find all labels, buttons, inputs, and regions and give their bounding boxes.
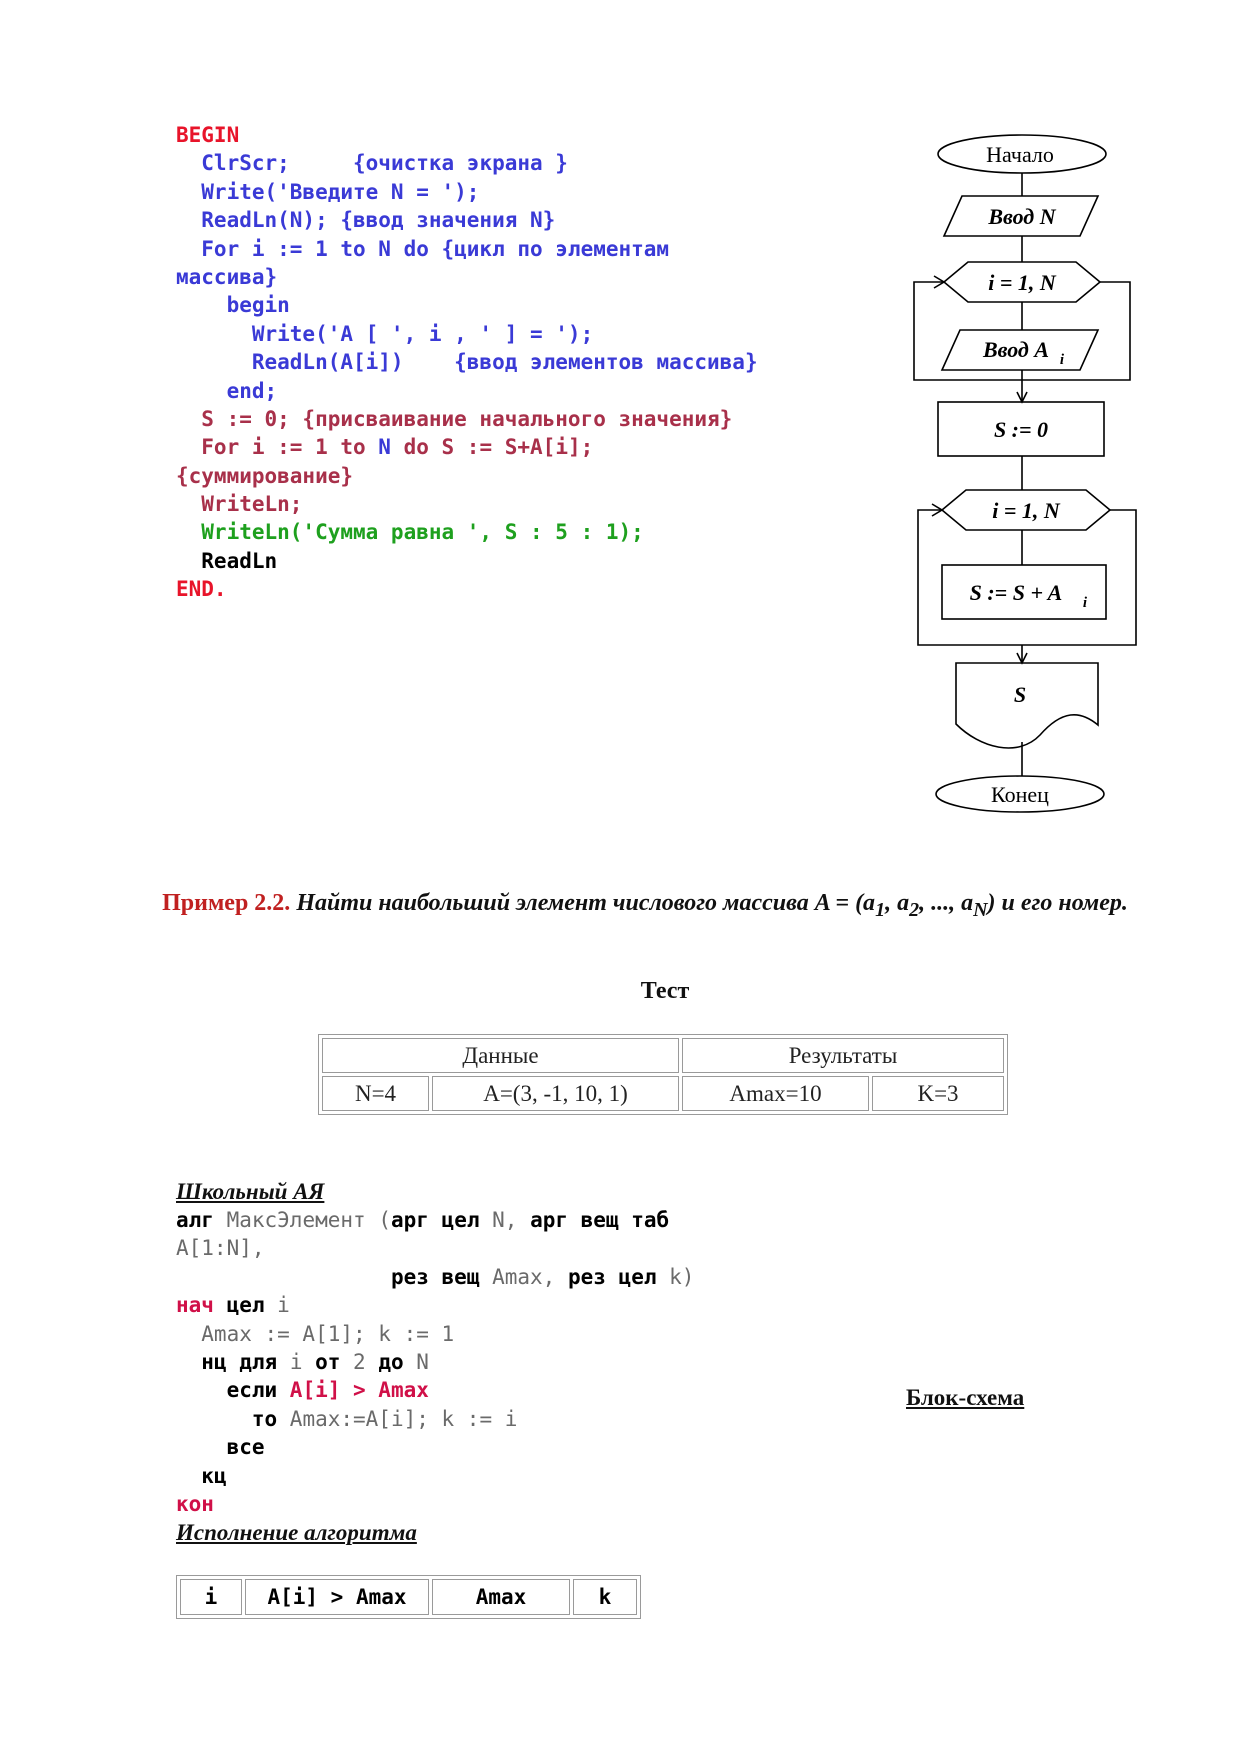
end-label: Конец (991, 782, 1049, 807)
assign-label: S := 0 (993, 417, 1049, 442)
start-label: Начало (986, 142, 1054, 167)
school-title: Школьный АЯ (176, 1179, 325, 1204)
header-amax: Amax (432, 1579, 570, 1615)
code-line: кон (176, 1491, 214, 1516)
test-table (318, 1034, 1008, 1115)
sum-sub: i (1082, 595, 1088, 611)
header-i: i (180, 1579, 242, 1615)
example-label: Пример 2.2. (162, 890, 291, 916)
header-data: Данные (322, 1038, 679, 1073)
cell-a: A=(3, -1, 10, 1) (432, 1076, 679, 1111)
code-line: рез вещ Amax, рез цел k) (390, 1264, 695, 1289)
code-line: END. (176, 577, 227, 602)
loop1-label: i = 1, N (988, 270, 1056, 295)
cell-k: K=3 (872, 1076, 1004, 1111)
loop2-label: i = 1, N (992, 498, 1060, 523)
code-line: ReadLn(N); {ввод значения N} (176, 208, 556, 233)
code-line: S := 0; {присваивание начального значения} (176, 406, 733, 431)
header-cond: A[i] > Amax (245, 1579, 429, 1615)
code-line: {суммирование} (176, 463, 354, 488)
header-results: Результаты (682, 1038, 1004, 1073)
school-code (176, 1206, 694, 1518)
code-line: end; (176, 378, 278, 403)
cell-n: N=4 (322, 1076, 429, 1111)
code-line: массива} (176, 264, 278, 289)
code-line: если A[i] > Amax (226, 1378, 429, 1403)
flowchart (890, 130, 1150, 820)
cell-amax: Amax=10 (682, 1076, 869, 1111)
code-line: A[1:N], (176, 1236, 265, 1261)
pascal-code (176, 121, 758, 604)
code-line: ReadLn (176, 548, 278, 573)
test-title: Тест (640, 978, 690, 1004)
code-line: Write('A [ ', i , ' ] = '); (176, 321, 594, 346)
code-line: нц для i от 2 до N (201, 1349, 429, 1374)
code-line: For i := 1 to N do {цикл по элементам (176, 236, 670, 261)
exec-table (176, 1575, 641, 1619)
table-row (180, 1579, 637, 1615)
exec-title: Исполнение алгоритма (176, 1520, 417, 1545)
code-line: Amax := A[1]; k := 1 (176, 1321, 455, 1346)
code-line: то Amax:=A[i]; k := i (251, 1406, 518, 1431)
blockschema-link: Блок-схема (906, 1385, 1025, 1410)
input-n-label: Ввод N (988, 204, 1056, 229)
code-line: BEGIN (176, 123, 240, 147)
code-line: кц (201, 1463, 227, 1488)
code-line: Write('Введите N = '); (176, 179, 480, 204)
table-row (322, 1076, 1004, 1111)
code-line: begin (176, 293, 290, 318)
output-label: S (1013, 682, 1027, 707)
code-line: алг МаксЭлемент (арг цел N, арг вещ таб (176, 1208, 670, 1232)
code-line: ClrScr; {очистка экрана } (176, 151, 568, 176)
output-shape (956, 663, 1098, 748)
code-line: ReadLn(A[i]) {ввод элементов массива} (176, 350, 758, 375)
code-line: WriteLn('Сумма равна ', S : 5 : 1); (176, 520, 644, 545)
input-a-sub: i (1059, 352, 1065, 368)
example-heading: Пример 2.2. Найти наибольший элемент числового массива $A = (a_1$, $a_2$, ..., $a_N$) и его номер. (162, 890, 1128, 921)
header-k: k (573, 1579, 637, 1615)
code-line: For i := 1 to N do S := S+A[i]; (176, 435, 594, 460)
code-line: все (226, 1435, 265, 1460)
code-line: нач цел i (176, 1293, 290, 1318)
code-line: WriteLn; (176, 492, 303, 517)
input-a-label: Ввод A (982, 337, 1050, 362)
sum-label: S := S + A (969, 580, 1063, 605)
table-row (322, 1038, 1004, 1073)
